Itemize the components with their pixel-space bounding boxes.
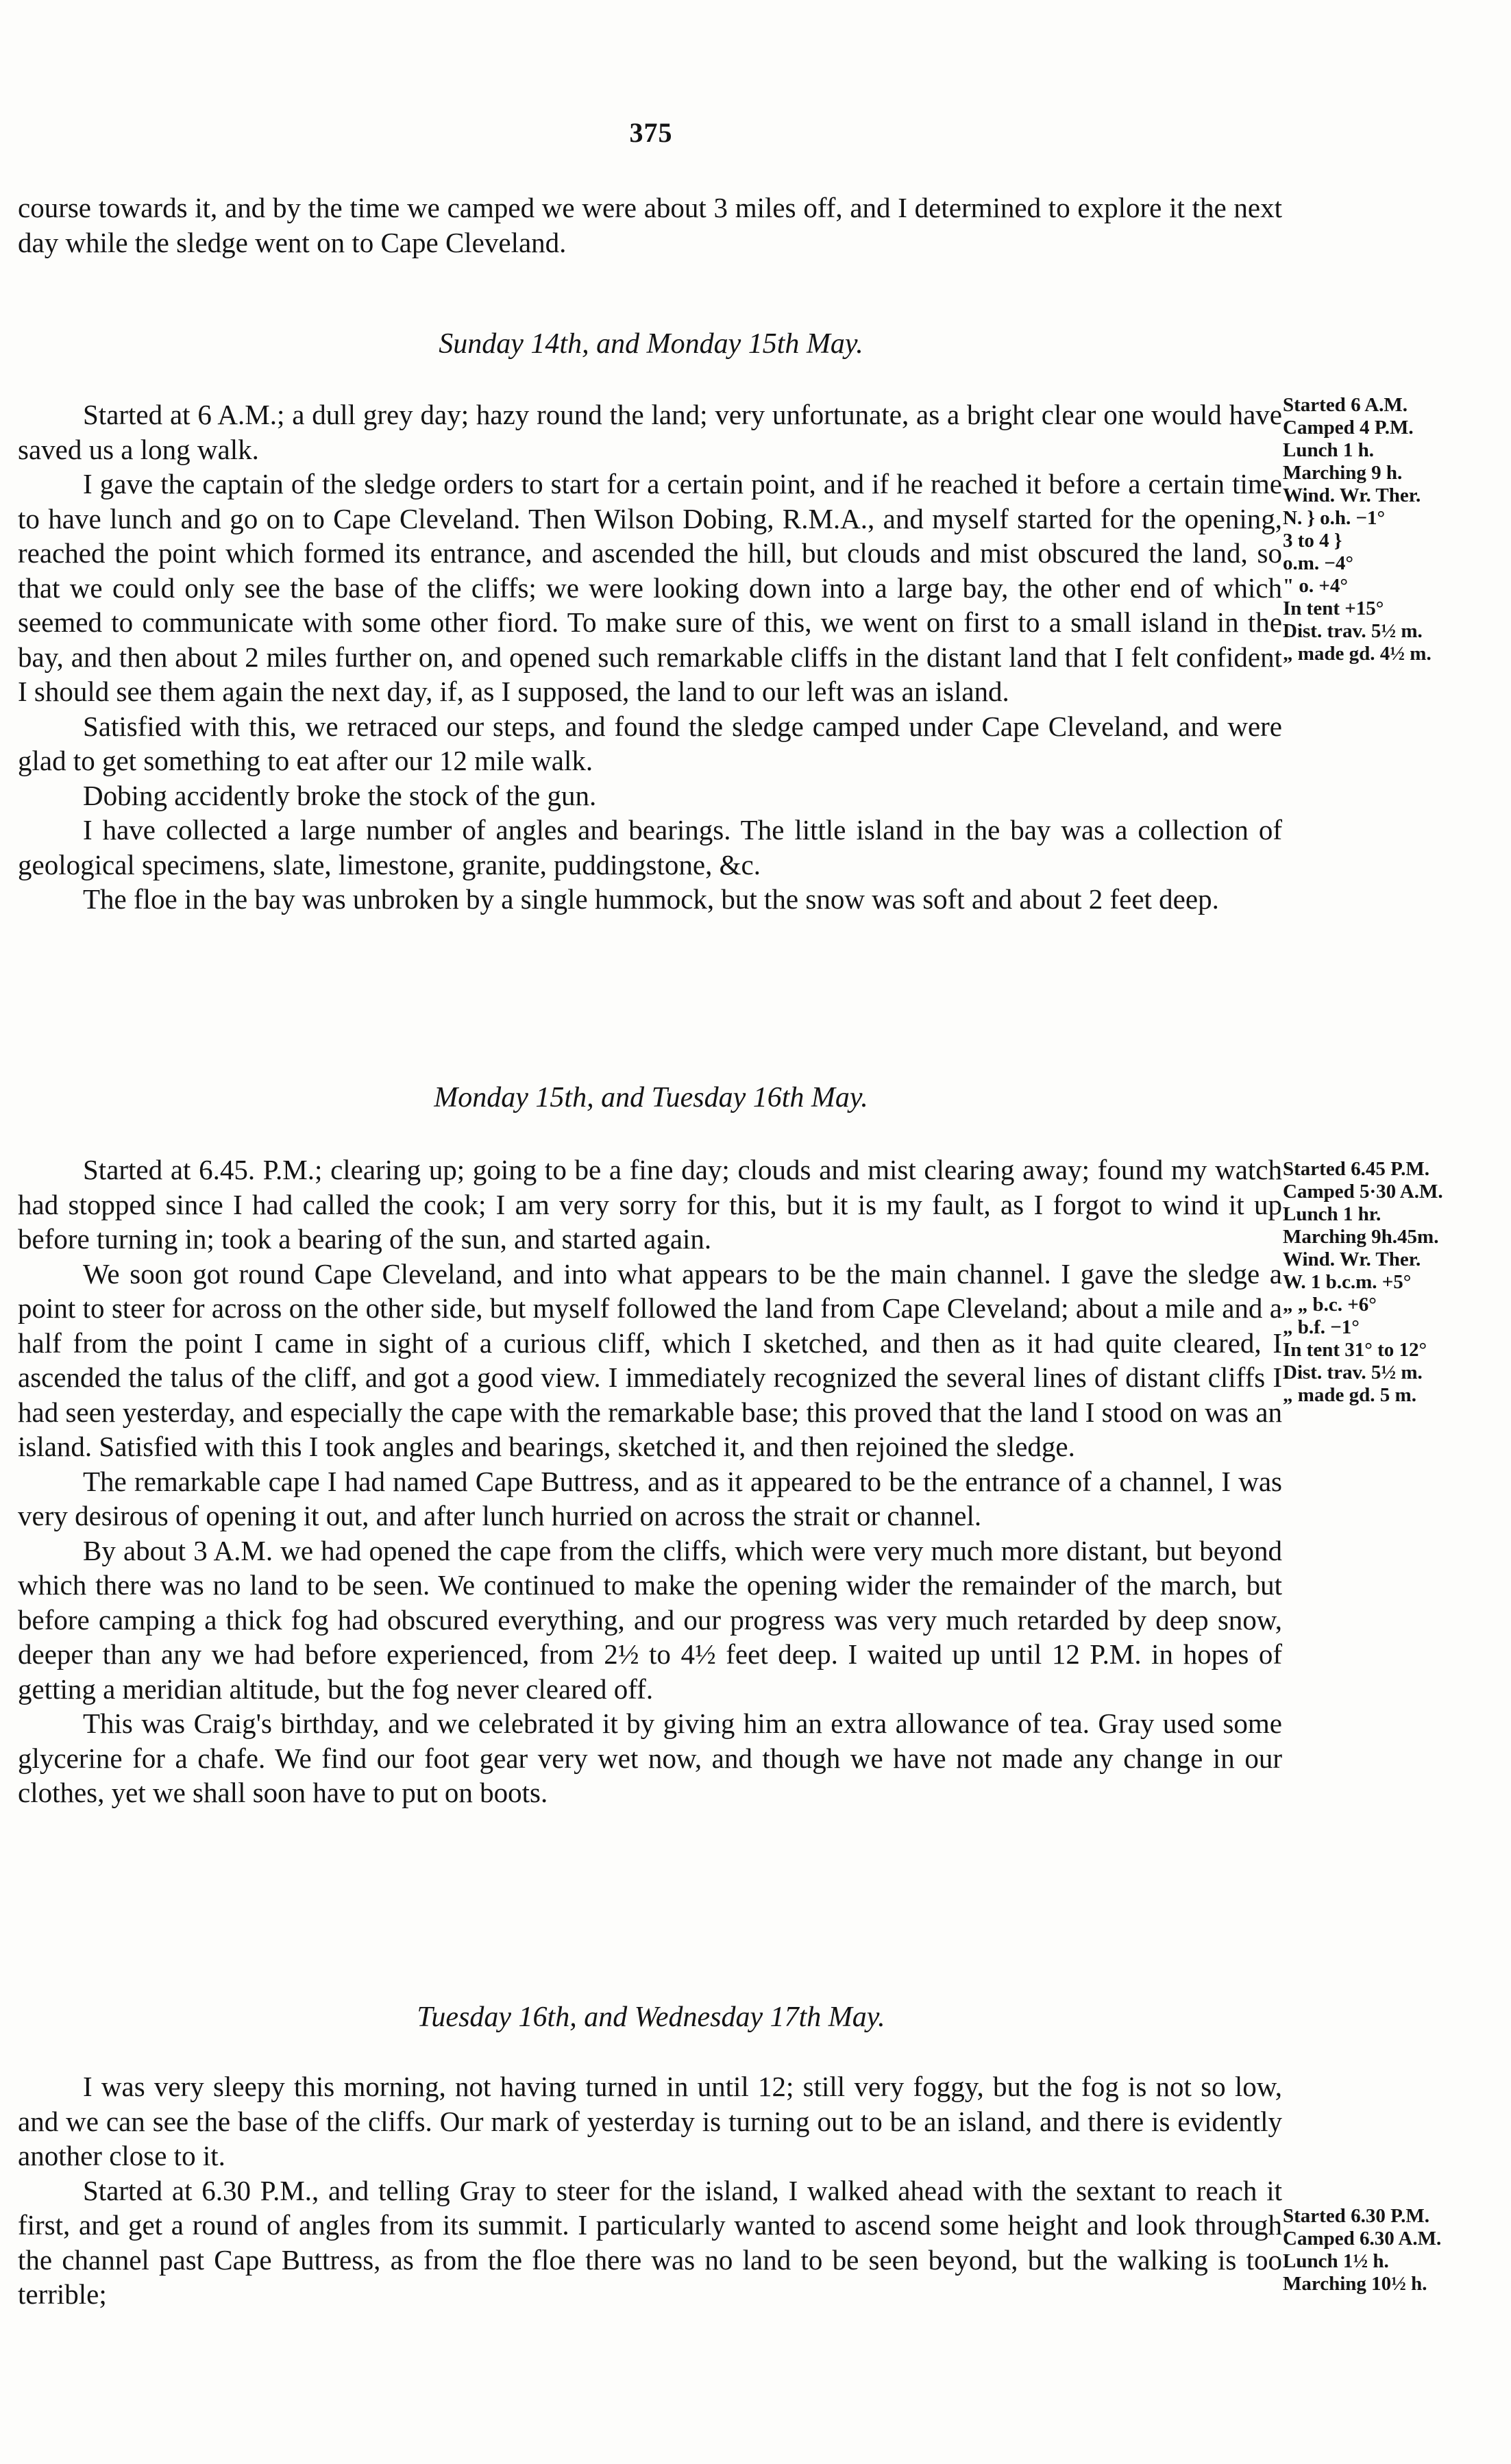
section-heading-1: Sunday 14th, and Monday 15th May. bbox=[439, 328, 863, 360]
section-2-body bbox=[18, 1153, 1282, 1810]
margin-note: 3 to 4 } bbox=[1283, 530, 1342, 552]
section-2-paragraph: Started at 6.45. P.M.; clearing up; going to be a fine day; clouds and mist clearing away; found my watch had stopped since I had called the cook; I am very sorry for this, but it is my fault, as I forgot to wind it up before turning in; took a bearing of the sun, and started again. bbox=[18, 1154, 1282, 1255]
margin-note: Camped 4 P.M. bbox=[1283, 417, 1414, 439]
section-1-paragraph: The floe in the bay was unbroken by a single hummock, but the snow was soft and about 2 feet deep. bbox=[83, 883, 1219, 915]
margin-note: Dist. trav. 5½ m. bbox=[1283, 620, 1423, 642]
section-3-margin-notes bbox=[1283, 2205, 1506, 2295]
section-1-body bbox=[18, 397, 1282, 917]
margin-note: Lunch 1 hr. bbox=[1283, 1203, 1381, 1225]
margin-note: Started 6.45 P.M. bbox=[1283, 1158, 1429, 1180]
section-2-margin-notes bbox=[1283, 1158, 1506, 1407]
margin-note: W. 1 b.c.m. +5° bbox=[1283, 1271, 1412, 1293]
margin-note: Camped 6.30 A.M. bbox=[1283, 2228, 1442, 2250]
section-3-body bbox=[18, 2069, 1282, 2312]
margin-note: Marching 10½ h. bbox=[1283, 2273, 1427, 2295]
section-heading-3: Tuesday 16th, and Wednesday 17th May. bbox=[417, 2001, 885, 2033]
margin-note: Lunch 1 h. bbox=[1283, 439, 1374, 461]
margin-note: " o. +4° bbox=[1283, 575, 1348, 597]
margin-note: o.m. −4° bbox=[1283, 552, 1354, 574]
margin-note: Started 6.30 P.M. bbox=[1283, 2205, 1429, 2227]
margin-note: N. } o.h. −1° bbox=[1283, 507, 1386, 529]
section-2-paragraph: The remarkable cape I had named Cape Buttress, and as it appeared to be the entrance of a channel, I was very desirous of opening it out, and after lunch hurried on across the strait or channel. bbox=[18, 1465, 1282, 1531]
section-3-paragraph: Started at 6.30 P.M., and telling Gray to steer for the island, I walked ahead with the sextant to reach it first, and get a round of angles from its summit. I particularly wanted to ascend some height and look through the channel past Cape Buttress, as from the floe there was no land to be seen beyond, but the walking is too terrible; bbox=[18, 2174, 1282, 2310]
margin-note: „ „ b.c. +6° bbox=[1283, 1294, 1377, 1316]
margin-note: Dist. trav. 5½ m. bbox=[1283, 1362, 1423, 1383]
margin-note: In tent +15° bbox=[1283, 597, 1384, 619]
margin-note: „ b.f. −1° bbox=[1283, 1316, 1360, 1338]
section-1-paragraph: Dobing accidently broke the stock of the gun. bbox=[83, 779, 597, 811]
section-1-paragraph: I have collected a large number of angles and bearings. The little island in the bay was a collection of geological specimens, slate, limestone, granite, puddingstone, &c. bbox=[18, 814, 1282, 880]
section-1-margin-notes bbox=[1283, 394, 1506, 665]
page-number: 375 bbox=[629, 117, 673, 148]
section-2-paragraph: This was Craig's birthday, and we celebrated it by giving him an extra allowance of tea. Gray used some glycerine for a chafe. We find our foot gear very wet now, and though we have not made any change in our clothes, yet we shall soon have to put on boots. bbox=[18, 1708, 1282, 1808]
margin-note: Marching 9 h. bbox=[1283, 462, 1403, 484]
opening-block bbox=[18, 190, 1282, 260]
margin-note: Wind. Wr. Ther. bbox=[1283, 1248, 1421, 1270]
section-3-paragraph: I was very sleepy this morning, not having turned in until 12; still very foggy, but the fog is not so low, and we can see the base of the cliffs. Our mark of yesterday is turning out to be an island, and there is evidently another close to it. bbox=[18, 2071, 1282, 2171]
opening-paragraph: course towards it, and by the time we camped we were about 3 miles off, and I determined to explore it the next day while the sledge went on to Cape Cleveland. bbox=[18, 192, 1282, 258]
margin-note: Wind. Wr. Ther. bbox=[1283, 484, 1421, 506]
margin-note: Camped 5·30 A.M. bbox=[1283, 1181, 1443, 1203]
margin-note: „ made gd. 4½ m. bbox=[1283, 643, 1432, 665]
margin-note: Started 6 A.M. bbox=[1283, 394, 1408, 416]
margin-note: Marching 9h.45m. bbox=[1283, 1226, 1439, 1248]
margin-note: „ made gd. 5 m. bbox=[1283, 1384, 1416, 1406]
section-heading-2: Monday 15th, and Tuesday 16th May. bbox=[434, 1082, 868, 1113]
section-2-paragraph: By about 3 A.M. we had opened the cape from the cliffs, which were very much more distant, but beyond which there was no land to be seen. We continued to make the opening wider the remainder of the march, but before camping a thick fog had obscured everything, and our progress was very much retarded by deep snow, deeper than any we had before experienced, from 2½ to 4½ feet deep. I waited up until 12 P.M. in hopes of getting a meridian altitude, but the fog never cleared off. bbox=[18, 1534, 1282, 1705]
section-2-paragraph: We soon got round Cape Cleveland, and into what appears to be the main channel. I gave the sledge a point to steer for across on the other side, but myself followed the land from Cape Cleveland; about a mile and a half from the point I came in sight of a curious cliff, which I sketched, and then as it had quite cleared, I ascended the talus of the cliff, and got a good view. I immediately recognized the several lines of distant cliffs I had seen yesterday, and especially the cape with the remarkable base; this proved that the land I stood on was an island. Satisfied with this I took angles and bearings, sketched it, and then rejoined the sledge. bbox=[18, 1257, 1282, 1462]
margin-note: Lunch 1½ h. bbox=[1283, 2250, 1389, 2272]
margin-note: In tent 31° to 12° bbox=[1283, 1339, 1427, 1361]
section-1-paragraph: I gave the captain of the sledge orders to start for a certain point, and if he reached it before a certain time to have lunch and go on to Cape Cleveland. Then Wilson Dobing, R.M.A., and myself started for the opening, reached the point which formed its entrance, and ascended the hill, but clouds and mist obscured the land, so that we could only see the base of the cliffs; we were looking down into a large bay, the other end of which seemed to communicate with some other fiord. To make sure of this, we went on first to a small island in the bay, and then about 2 miles further on, and opened such remarkable cliffs in the distant land that I felt confident I should see them again the next day, if, as I supposed, the land to our left was an island. bbox=[18, 468, 1282, 707]
section-1-paragraph: Satisfied with this, we retraced our steps, and found the sledge camped under Cape Cleveland, and were glad to get something to eat after our 12 mile walk. bbox=[18, 710, 1282, 776]
section-1-paragraph: Started at 6 A.M.; a dull grey day; hazy round the land; very unfortunate, as a bright clear one would have saved us a long walk. bbox=[18, 399, 1282, 465]
